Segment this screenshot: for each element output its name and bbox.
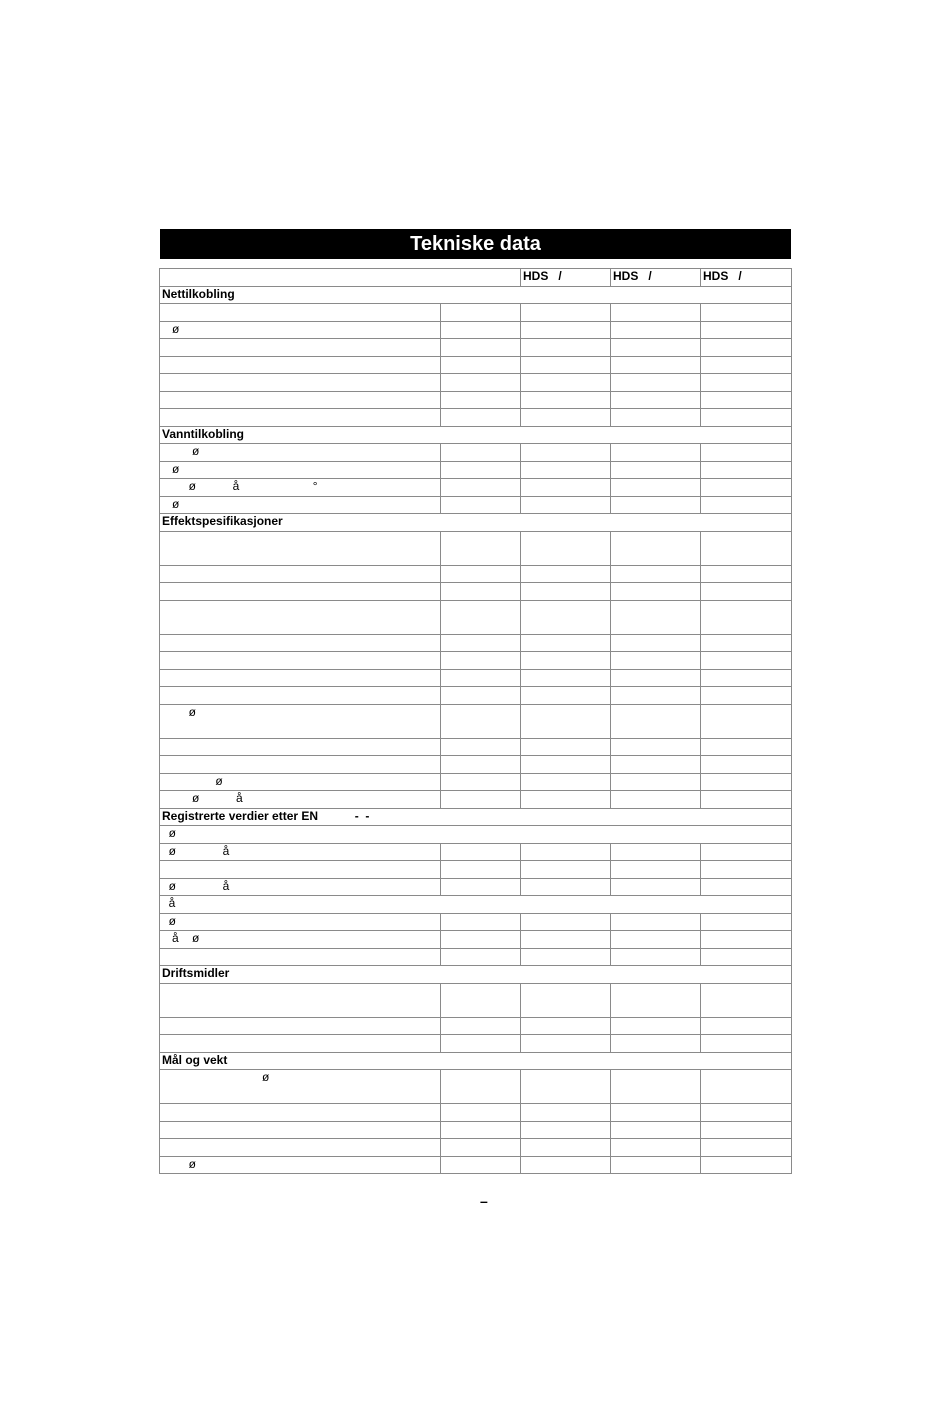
table-row xyxy=(160,1070,792,1104)
table-row xyxy=(160,496,792,514)
value-cell-model-1 xyxy=(521,444,611,462)
value-cell-model-1 xyxy=(521,1070,611,1104)
value-cell-model-1 xyxy=(521,304,611,322)
row-label xyxy=(160,374,441,392)
value-cell-model-1 xyxy=(521,791,611,809)
table-row xyxy=(160,565,792,583)
table-row xyxy=(160,687,792,705)
value-cell-model-1 xyxy=(521,687,611,705)
value-cell-model-1 xyxy=(521,479,611,497)
table-row xyxy=(160,861,792,879)
unit-cell xyxy=(441,687,521,705)
value-cell-model-1 xyxy=(521,931,611,949)
value-cell-model-3 xyxy=(701,773,792,791)
unit-cell xyxy=(441,791,521,809)
row-label xyxy=(160,1121,441,1139)
value-cell-model-3 xyxy=(701,374,792,392)
table-row xyxy=(160,913,792,931)
unit-cell xyxy=(441,444,521,462)
row-label xyxy=(160,948,441,966)
table-row xyxy=(160,583,792,601)
value-cell-model-3 xyxy=(701,878,792,896)
row-label: å ø xyxy=(160,931,441,949)
row-label xyxy=(160,861,441,879)
unit-cell xyxy=(441,1156,521,1174)
row-label xyxy=(160,339,441,357)
value-cell-model-1 xyxy=(521,1017,611,1035)
section-title: Registrerte verdier etter EN - - xyxy=(160,808,792,826)
value-cell-model-3 xyxy=(701,496,792,514)
value-cell-model-2 xyxy=(611,1035,701,1053)
unit-cell xyxy=(441,1104,521,1122)
value-cell-model-3 xyxy=(701,583,792,601)
row-label xyxy=(160,1139,441,1157)
value-cell-model-1 xyxy=(521,1121,611,1139)
value-cell-model-2 xyxy=(611,704,701,738)
table-row xyxy=(160,704,792,738)
row-label xyxy=(160,531,441,565)
value-cell-model-1 xyxy=(521,1156,611,1174)
header-model-1: HDS / xyxy=(521,269,611,287)
value-cell-model-2 xyxy=(611,339,701,357)
row-label: ø å xyxy=(160,791,441,809)
row-label: ø xyxy=(160,913,441,931)
section-title: Vanntilkobling xyxy=(160,426,792,444)
value-cell-model-3 xyxy=(701,1139,792,1157)
value-cell-model-1 xyxy=(521,669,611,687)
table-row xyxy=(160,304,792,322)
table-header-row xyxy=(160,269,792,287)
value-cell-model-2 xyxy=(611,496,701,514)
table-row xyxy=(160,321,792,339)
value-cell-model-2 xyxy=(611,356,701,374)
value-cell-model-2 xyxy=(611,321,701,339)
value-cell-model-3 xyxy=(701,983,792,1017)
table-row xyxy=(160,356,792,374)
value-cell-model-1 xyxy=(521,983,611,1017)
table-row xyxy=(160,409,792,427)
row-label xyxy=(160,583,441,601)
value-cell-model-3 xyxy=(701,444,792,462)
value-cell-model-3 xyxy=(701,1017,792,1035)
unit-cell xyxy=(441,983,521,1017)
table-row xyxy=(160,669,792,687)
value-cell-model-3 xyxy=(701,1121,792,1139)
unit-cell xyxy=(441,669,521,687)
table-row xyxy=(160,843,792,861)
row-label xyxy=(160,1017,441,1035)
unit-cell xyxy=(441,461,521,479)
row-label xyxy=(160,634,441,652)
header-label-cell xyxy=(160,269,521,287)
unit-cell xyxy=(441,391,521,409)
unit-cell xyxy=(441,600,521,634)
row-label: ø å xyxy=(160,843,441,861)
section-title: Nettilkobling xyxy=(160,286,792,304)
row-label: ø xyxy=(160,444,441,462)
page-number: – xyxy=(480,1193,488,1209)
value-cell-model-2 xyxy=(611,669,701,687)
value-cell-model-2 xyxy=(611,948,701,966)
row-label: ø xyxy=(160,826,792,844)
table-row xyxy=(160,479,792,497)
row-label xyxy=(160,1104,441,1122)
value-cell-model-2 xyxy=(611,444,701,462)
value-cell-model-3 xyxy=(701,565,792,583)
value-cell-model-1 xyxy=(521,1139,611,1157)
value-cell-model-2 xyxy=(611,913,701,931)
row-label xyxy=(160,600,441,634)
section-title: Driftsmidler xyxy=(160,966,792,984)
value-cell-model-3 xyxy=(701,948,792,966)
row-label: ø xyxy=(160,496,441,514)
value-cell-model-1 xyxy=(521,1035,611,1053)
value-cell-model-1 xyxy=(521,409,611,427)
value-cell-model-3 xyxy=(701,791,792,809)
table-row xyxy=(160,531,792,565)
row-label xyxy=(160,1035,441,1053)
value-cell-model-3 xyxy=(701,704,792,738)
unit-cell xyxy=(441,931,521,949)
value-cell-model-3 xyxy=(701,339,792,357)
value-cell-model-2 xyxy=(611,374,701,392)
value-cell-model-1 xyxy=(521,356,611,374)
value-cell-model-3 xyxy=(701,600,792,634)
table-row xyxy=(160,878,792,896)
value-cell-model-1 xyxy=(521,913,611,931)
value-cell-model-2 xyxy=(611,791,701,809)
unit-cell xyxy=(441,948,521,966)
value-cell-model-3 xyxy=(701,461,792,479)
table-row xyxy=(160,1104,792,1122)
table-row xyxy=(160,600,792,634)
table-row xyxy=(160,1139,792,1157)
value-cell-model-1 xyxy=(521,600,611,634)
section-header-row xyxy=(160,808,792,826)
unit-cell xyxy=(441,1121,521,1139)
row-label xyxy=(160,738,441,756)
value-cell-model-1 xyxy=(521,461,611,479)
unit-cell xyxy=(441,321,521,339)
value-cell-model-1 xyxy=(521,861,611,879)
row-label xyxy=(160,756,441,774)
value-cell-model-1 xyxy=(521,339,611,357)
table-row xyxy=(160,826,792,844)
row-label xyxy=(160,652,441,670)
table-row xyxy=(160,983,792,1017)
row-label: ø xyxy=(160,704,441,738)
value-cell-model-3 xyxy=(701,1104,792,1122)
value-cell-model-2 xyxy=(611,773,701,791)
value-cell-model-2 xyxy=(611,634,701,652)
row-label: ø xyxy=(160,1156,441,1174)
value-cell-model-1 xyxy=(521,565,611,583)
row-label xyxy=(160,356,441,374)
table-body xyxy=(160,269,792,1174)
value-cell-model-3 xyxy=(701,1156,792,1174)
row-label xyxy=(160,687,441,705)
table-row xyxy=(160,461,792,479)
value-cell-model-2 xyxy=(611,409,701,427)
unit-cell xyxy=(441,634,521,652)
value-cell-model-1 xyxy=(521,704,611,738)
value-cell-model-2 xyxy=(611,565,701,583)
value-cell-model-2 xyxy=(611,479,701,497)
table-row xyxy=(160,948,792,966)
unit-cell xyxy=(441,843,521,861)
value-cell-model-3 xyxy=(701,687,792,705)
value-cell-model-3 xyxy=(701,304,792,322)
value-cell-model-1 xyxy=(521,583,611,601)
value-cell-model-1 xyxy=(521,843,611,861)
value-cell-model-2 xyxy=(611,1070,701,1104)
unit-cell xyxy=(441,496,521,514)
value-cell-model-2 xyxy=(611,531,701,565)
row-label: ø xyxy=(160,1070,441,1104)
header-model-3: HDS / xyxy=(701,269,792,287)
table-row xyxy=(160,791,792,809)
row-label xyxy=(160,669,441,687)
unit-cell xyxy=(441,756,521,774)
value-cell-model-1 xyxy=(521,374,611,392)
header-model-2: HDS / xyxy=(611,269,701,287)
value-cell-model-2 xyxy=(611,738,701,756)
table-row xyxy=(160,931,792,949)
table-row xyxy=(160,738,792,756)
row-label: ø xyxy=(160,321,441,339)
table-row xyxy=(160,1017,792,1035)
unit-cell xyxy=(441,339,521,357)
value-cell-model-1 xyxy=(521,531,611,565)
section-title: Mål og vekt xyxy=(160,1052,792,1070)
unit-cell xyxy=(441,861,521,879)
value-cell-model-3 xyxy=(701,634,792,652)
value-cell-model-3 xyxy=(701,861,792,879)
unit-cell xyxy=(441,652,521,670)
value-cell-model-2 xyxy=(611,461,701,479)
value-cell-model-3 xyxy=(701,913,792,931)
section-header-row xyxy=(160,426,792,444)
value-cell-model-3 xyxy=(701,479,792,497)
value-cell-model-3 xyxy=(701,1070,792,1104)
value-cell-model-1 xyxy=(521,756,611,774)
table-row xyxy=(160,896,792,914)
table-row xyxy=(160,1156,792,1174)
value-cell-model-2 xyxy=(611,1139,701,1157)
value-cell-model-2 xyxy=(611,756,701,774)
value-cell-model-3 xyxy=(701,652,792,670)
value-cell-model-2 xyxy=(611,861,701,879)
table-row xyxy=(160,634,792,652)
value-cell-model-1 xyxy=(521,634,611,652)
value-cell-model-2 xyxy=(611,687,701,705)
value-cell-model-2 xyxy=(611,1156,701,1174)
value-cell-model-3 xyxy=(701,391,792,409)
value-cell-model-3 xyxy=(701,669,792,687)
value-cell-model-1 xyxy=(521,496,611,514)
value-cell-model-2 xyxy=(611,652,701,670)
value-cell-model-3 xyxy=(701,1035,792,1053)
table-row xyxy=(160,339,792,357)
value-cell-model-1 xyxy=(521,773,611,791)
unit-cell xyxy=(441,1139,521,1157)
value-cell-model-2 xyxy=(611,1121,701,1139)
value-cell-model-2 xyxy=(611,1104,701,1122)
row-label: ø å xyxy=(160,878,441,896)
section-title: Effektspesifikasjoner xyxy=(160,514,792,532)
unit-cell xyxy=(441,565,521,583)
unit-cell xyxy=(441,583,521,601)
technical-data-table xyxy=(159,268,792,1174)
value-cell-model-3 xyxy=(701,843,792,861)
table-row xyxy=(160,773,792,791)
row-label xyxy=(160,304,441,322)
value-cell-model-2 xyxy=(611,931,701,949)
value-cell-model-2 xyxy=(611,391,701,409)
value-cell-model-3 xyxy=(701,356,792,374)
value-cell-model-3 xyxy=(701,756,792,774)
table-row xyxy=(160,391,792,409)
unit-cell xyxy=(441,738,521,756)
value-cell-model-2 xyxy=(611,843,701,861)
value-cell-model-2 xyxy=(611,878,701,896)
row-label xyxy=(160,391,441,409)
row-label xyxy=(160,409,441,427)
table-row xyxy=(160,756,792,774)
unit-cell xyxy=(441,1017,521,1035)
value-cell-model-3 xyxy=(701,409,792,427)
value-cell-model-2 xyxy=(611,600,701,634)
row-label: å xyxy=(160,896,792,914)
unit-cell xyxy=(441,304,521,322)
value-cell-model-3 xyxy=(701,931,792,949)
row-label: ø xyxy=(160,773,441,791)
row-label xyxy=(160,565,441,583)
value-cell-model-1 xyxy=(521,878,611,896)
value-cell-model-2 xyxy=(611,583,701,601)
value-cell-model-1 xyxy=(521,948,611,966)
section-header-row xyxy=(160,286,792,304)
value-cell-model-1 xyxy=(521,652,611,670)
row-label xyxy=(160,983,441,1017)
row-label: ø å ° xyxy=(160,479,441,497)
unit-cell xyxy=(441,374,521,392)
table-row xyxy=(160,444,792,462)
unit-cell xyxy=(441,773,521,791)
unit-cell xyxy=(441,1070,521,1104)
value-cell-model-3 xyxy=(701,531,792,565)
section-header-row xyxy=(160,514,792,532)
unit-cell xyxy=(441,531,521,565)
value-cell-model-1 xyxy=(521,1104,611,1122)
page-title: Tekniske data xyxy=(160,229,791,259)
row-label: ø xyxy=(160,461,441,479)
unit-cell xyxy=(441,913,521,931)
unit-cell xyxy=(441,704,521,738)
value-cell-model-2 xyxy=(611,304,701,322)
table-row xyxy=(160,1121,792,1139)
value-cell-model-1 xyxy=(521,321,611,339)
section-header-row xyxy=(160,1052,792,1070)
table-row xyxy=(160,374,792,392)
value-cell-model-2 xyxy=(611,983,701,1017)
value-cell-model-2 xyxy=(611,1017,701,1035)
unit-cell xyxy=(441,479,521,497)
value-cell-model-1 xyxy=(521,738,611,756)
value-cell-model-3 xyxy=(701,738,792,756)
unit-cell xyxy=(441,356,521,374)
value-cell-model-1 xyxy=(521,391,611,409)
unit-cell xyxy=(441,1035,521,1053)
table-row xyxy=(160,652,792,670)
table-row xyxy=(160,1035,792,1053)
unit-cell xyxy=(441,878,521,896)
section-header-row xyxy=(160,966,792,984)
value-cell-model-3 xyxy=(701,321,792,339)
unit-cell xyxy=(441,409,521,427)
